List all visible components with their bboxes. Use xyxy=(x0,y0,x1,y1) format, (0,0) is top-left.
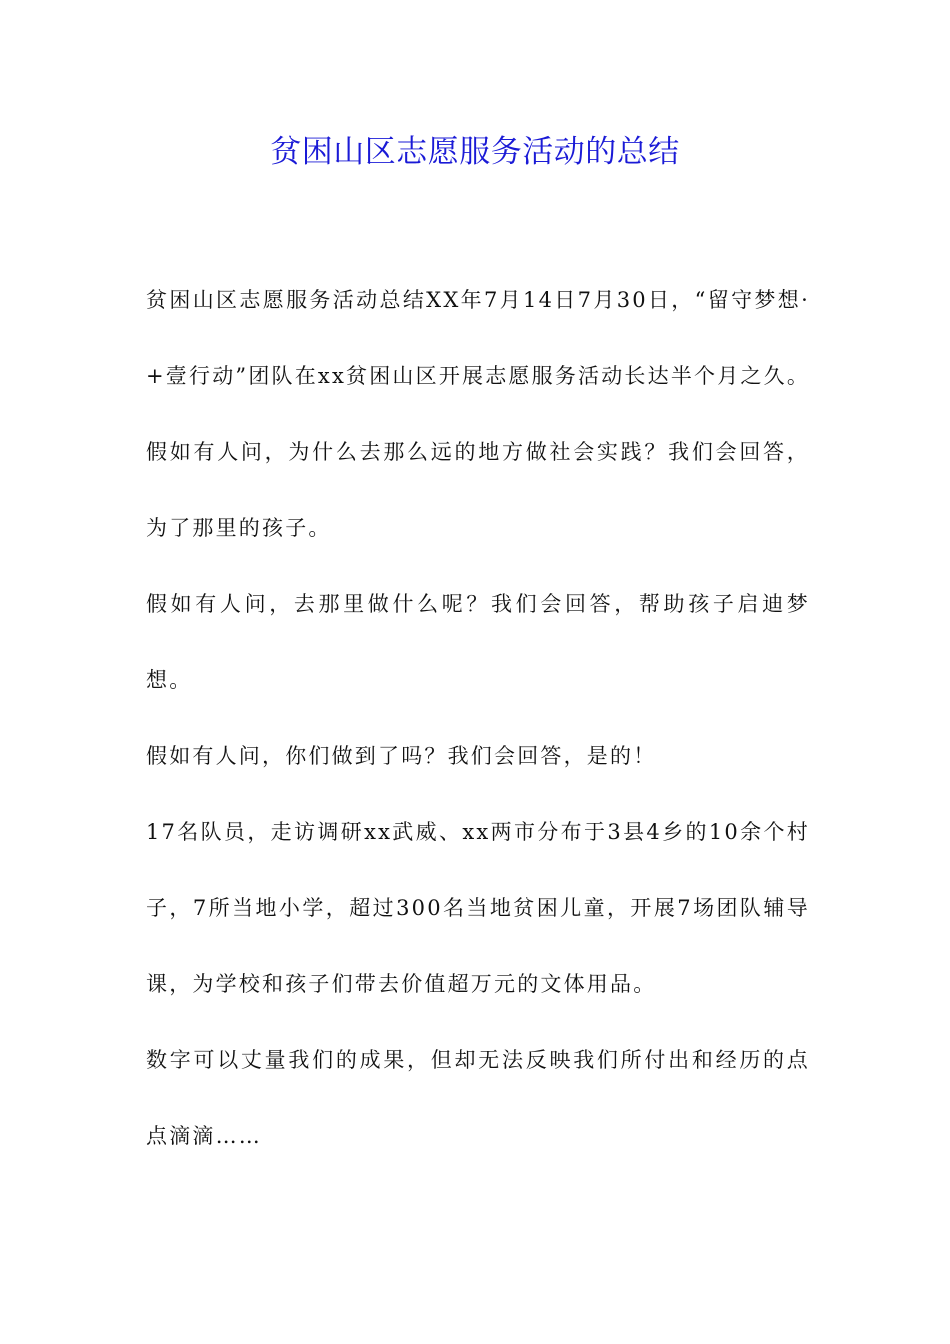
paragraph-statistics: 17名队员，走访调研xx武威、xx两市分布于3县4乡的10余个村子，7所当地小学，超过300名当地贫困儿童，开展7场团队辅导课，为学校和孩子们带去价值超万元的文体用品。 xyxy=(146,820,810,996)
paragraph-intro: 贫困山区志愿服务活动总结XX年7月14日7月30日，“留守梦想·+壹行动”团队在xx贫困山区开展志愿服务活动长达半个月之久。 xyxy=(146,288,811,388)
document-body xyxy=(146,262,810,1174)
paragraph-why-so-far: 假如有人问，为什么去那么远的地方做社会实践？我们会回答，为了那里的孩子。 xyxy=(146,440,810,540)
paragraph-what-to-do: 假如有人问，去那里做什么呢？我们会回答，帮助孩子启迪梦想。 xyxy=(146,592,810,692)
paragraph-closing: 数字可以丈量我们的成果，但却无法反映我们所付出和经历的点点滴滴…… xyxy=(146,1048,810,1148)
paragraph-did-you-do-it: 假如有人问，你们做到了吗？我们会回答，是的！ xyxy=(146,744,657,768)
document-title: 贫困山区志愿服务活动的总结 xyxy=(270,134,680,170)
